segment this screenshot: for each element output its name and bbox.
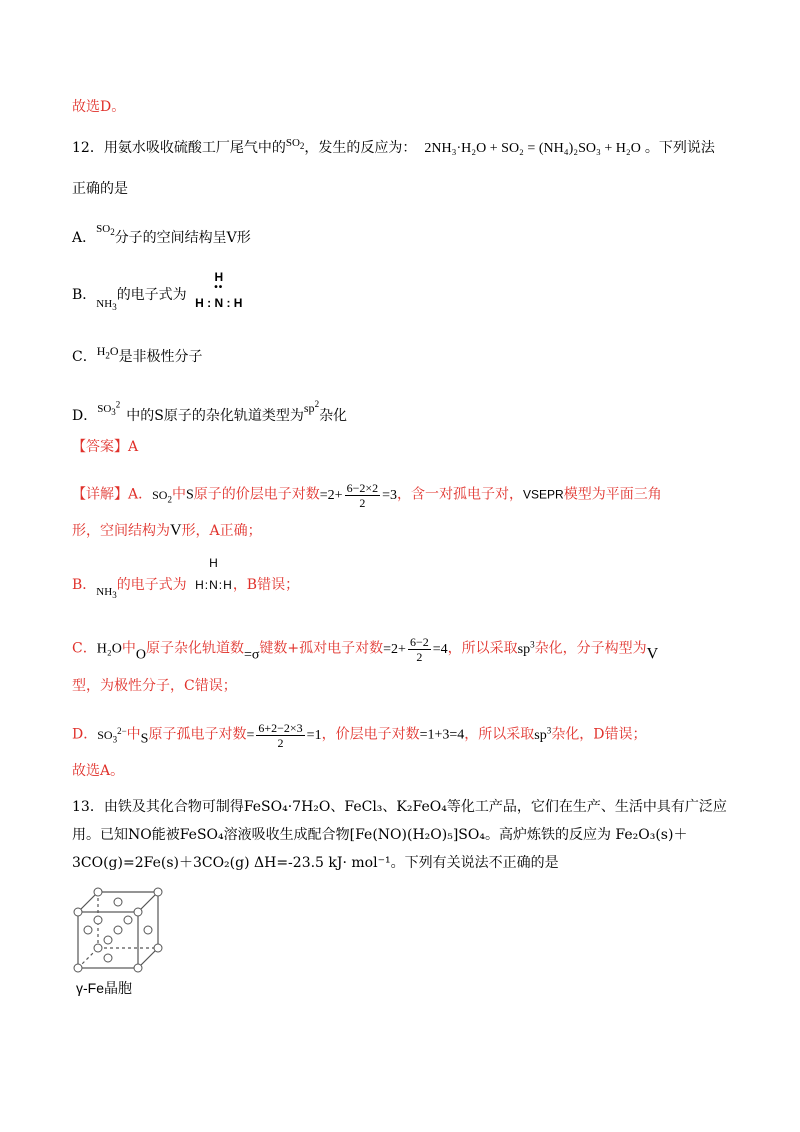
explain-d-prefix: D． xyxy=(72,726,98,743)
explain-b-formula-base: NH xyxy=(96,586,113,598)
option-a-formula xyxy=(96,223,115,238)
explain-b-text-1: 的电子式为 xyxy=(116,577,187,593)
option-d-text-1: 中的S原子的杂化轨道类型为 xyxy=(126,408,304,424)
option-c-text: 是非极性分子 xyxy=(118,349,203,365)
explain-b-text-2: ，B错误； xyxy=(232,577,300,593)
gamma-fe-unit-cell-figure xyxy=(70,884,180,994)
option-d-text-2: 杂化 xyxy=(319,408,348,424)
explain-b-lewis-top-h: H xyxy=(209,556,219,570)
option-c-formula-base: H xyxy=(96,344,106,358)
explain-a-frac-den: 2 xyxy=(359,496,366,510)
explain-d-eq-right: =1 xyxy=(306,727,322,743)
option-b-text: 的电子式为 xyxy=(116,287,187,303)
explain-c-o: O xyxy=(135,647,146,663)
explain-d-text-4: 杂化，D错误； xyxy=(551,726,647,743)
explain-c-line1 xyxy=(72,636,658,663)
q13-stem-line3: 3CO(g)=2Fe(s)＋3CO₂(g) ΔH=-23.5 kJ· mol⁻¹。下列有关说法不正确的是 xyxy=(72,855,559,871)
explain-c-sigma: =σ xyxy=(243,647,260,663)
option-b-formula-base: NH xyxy=(96,298,113,310)
explain-a-text-4: 形，空间结构为 xyxy=(72,523,170,539)
explain-d-text-1: 原子孤电子对数 xyxy=(148,726,247,743)
explain-a-eq-right: =3 xyxy=(382,487,398,503)
option-d-label: D． xyxy=(72,408,98,424)
option-d-sp xyxy=(304,401,319,415)
explain-a-v: V xyxy=(170,522,182,539)
q13-stem-line2: 用。已知NO能被FeSO₄溶液吸收生成配合物[Fe(NO)(H₂O)₅]SO₄。高炉炼铁的反应为 Fe₂O₃(s)＋ xyxy=(72,827,688,843)
explain-d-s: S xyxy=(140,731,149,747)
explain-c-text-1: 原子杂化轨道数 xyxy=(145,640,244,657)
explain-c-fraction xyxy=(408,636,431,663)
option-b-lewis-structure xyxy=(195,270,243,310)
q12-so2-sub: 2 xyxy=(299,141,305,152)
explain-a-line2 xyxy=(72,523,262,539)
option-d-sp-sup: 2 xyxy=(314,399,320,409)
option-d-formula-base: SO xyxy=(97,403,112,415)
option-d-formula-sub: 3 xyxy=(111,407,116,418)
q12-option-b xyxy=(72,270,243,313)
explain-c-frac-num: 6−2 xyxy=(409,635,429,649)
explain-a-text-1: 原子的价层电子对数 xyxy=(193,486,320,503)
explain-a-zhong: 中 xyxy=(171,486,186,503)
previous-answer: 故选D。 xyxy=(72,99,126,115)
explain-b-lewis-structure xyxy=(195,556,233,592)
explain-d-sp-sup: 3 xyxy=(546,725,552,736)
explain-c-prefix: C． xyxy=(72,640,97,657)
explain-d-text-3: ，所以采取 xyxy=(464,726,535,743)
explain-c-text-4: 杂化，分子构型为 xyxy=(534,640,647,657)
explain-d-sp xyxy=(534,725,552,743)
q12-number: 12． xyxy=(72,140,104,156)
explain-c-line2: 型，为极性分子，C错误； xyxy=(72,678,237,694)
explain-a-eq-left: =2+ xyxy=(319,487,343,503)
option-d-formula xyxy=(97,399,121,418)
explain-b-line xyxy=(72,556,300,601)
option-c-formula-sub: 2 xyxy=(105,350,110,361)
explain-a-text-5: 形，A正确； xyxy=(181,523,262,539)
explain-b-formula xyxy=(96,586,117,601)
explain-a-prefix: 【详解】A． xyxy=(72,486,153,503)
option-b-formula-sub: 3 xyxy=(112,302,117,313)
option-d-formula-sup: 2 xyxy=(115,399,121,410)
option-c-formula xyxy=(96,344,119,361)
option-d-sp-base: sp xyxy=(303,401,315,415)
explain-c-sp-base: sp xyxy=(517,641,531,657)
explain-a-formula-base: SO xyxy=(152,487,168,502)
explain-a-vsepr: VSEPR xyxy=(523,487,564,502)
q12-stem-text-2: ，发生的反应为： xyxy=(304,140,417,156)
q12-so2 xyxy=(285,137,305,152)
q13-stem-line1: 13．由铁及其化合物可制得FeSO₄·7H₂O、FeCl₃、K₂FeO₄等化工产品，它们在生产、生活中具有广泛应 xyxy=(72,799,727,815)
lewis-main: H : N : H xyxy=(195,296,243,310)
option-a-formula-sub: 2 xyxy=(110,227,115,238)
q12-option-d xyxy=(72,400,347,423)
explain-d-line xyxy=(72,722,646,749)
explain-b-prefix: B． xyxy=(72,577,97,593)
explain-d-zhong: 中 xyxy=(126,726,141,743)
explain-a-equation xyxy=(319,481,398,510)
explain-a-line1 xyxy=(72,482,662,509)
option-b-label: B． xyxy=(72,287,97,303)
explain-d-equation xyxy=(246,721,322,750)
explain-c-zhong: 中 xyxy=(121,640,136,657)
q12-stem-line1 xyxy=(72,138,715,156)
explain-c-sp-sup: 3 xyxy=(530,639,535,650)
explain-a-formula xyxy=(152,487,172,505)
q12-stem-text-1: 用氨水吸收硫酸工厂尾气中的 xyxy=(103,140,286,156)
explain-b-formula-sub: 3 xyxy=(112,590,117,601)
lewis-dots: •• xyxy=(214,282,224,293)
option-a-text: 分子的空间结构呈V形 xyxy=(114,230,251,246)
option-c-formula-tail: O xyxy=(109,344,119,358)
explain-c-formula: H₂O xyxy=(96,641,122,657)
explain-c-eq-right: =4 xyxy=(432,641,448,657)
explain-d-eq-left: = xyxy=(246,727,255,743)
explain-d-formula xyxy=(97,725,127,745)
q12-stem-line2: 正确的是 xyxy=(72,181,128,197)
explain-a-frac-num: 6−2×2 xyxy=(346,481,379,495)
explain-c-eq-left: =2+ xyxy=(383,641,406,657)
explain-c-text-3: ，所以采取 xyxy=(447,640,518,657)
explain-b-lewis-main: H:N:H xyxy=(195,578,233,592)
explain-d-frac-den: 2 xyxy=(277,736,284,750)
unit-cell-diagram xyxy=(70,884,180,976)
explain-c-sp xyxy=(517,639,535,657)
explain-d-eq-2: =1+3=4 xyxy=(419,727,465,743)
explain-c-equation xyxy=(383,635,448,664)
explain-d-formula-sup: 2− xyxy=(117,725,127,736)
q12-answer: 【答案】A xyxy=(72,439,139,455)
explain-d-frac-num: 6+2−2×3 xyxy=(258,721,303,735)
explain-c-frac-den: 2 xyxy=(416,650,423,664)
explain-d-sp-base: sp xyxy=(534,727,547,743)
explain-d-formula-sub: 3 xyxy=(112,734,118,745)
option-c-label: C． xyxy=(72,349,97,365)
q12-stem-text-3: 。下列说法 xyxy=(644,140,715,156)
unit-cell-caption: γ-Fe晶胞 xyxy=(76,980,132,996)
explain-final-answer: 故选A。 xyxy=(72,763,125,779)
explain-a-fraction xyxy=(345,482,381,509)
explain-d-text-2: ，价层电子对数 xyxy=(321,726,420,743)
q12-so2-base: SO xyxy=(285,137,300,149)
lewis-top-h: H xyxy=(214,270,224,284)
q12-option-c xyxy=(72,345,203,364)
explain-c-v: V xyxy=(646,645,659,663)
explain-a-text-3: 模型为平面三角 xyxy=(563,486,662,503)
q12-option-a xyxy=(72,224,251,245)
q12-equation: 2NH₃·H₂O + SO₂ = (NH₄)₂SO₃ + H₂O xyxy=(424,141,641,156)
explain-d-fraction xyxy=(256,722,304,749)
explain-c-text-2: 键数+孤对电子对数 xyxy=(259,640,384,657)
explain-d-formula-base: SO xyxy=(97,727,113,742)
option-a-formula-base: SO xyxy=(96,223,111,235)
explain-a-formula-sub: 2 xyxy=(167,494,172,505)
option-b-formula xyxy=(96,298,117,313)
explain-a-text-2: ，含一对孤电子对， xyxy=(397,486,524,503)
option-a-label: A． xyxy=(72,230,97,246)
explain-a-s: S xyxy=(185,487,194,503)
